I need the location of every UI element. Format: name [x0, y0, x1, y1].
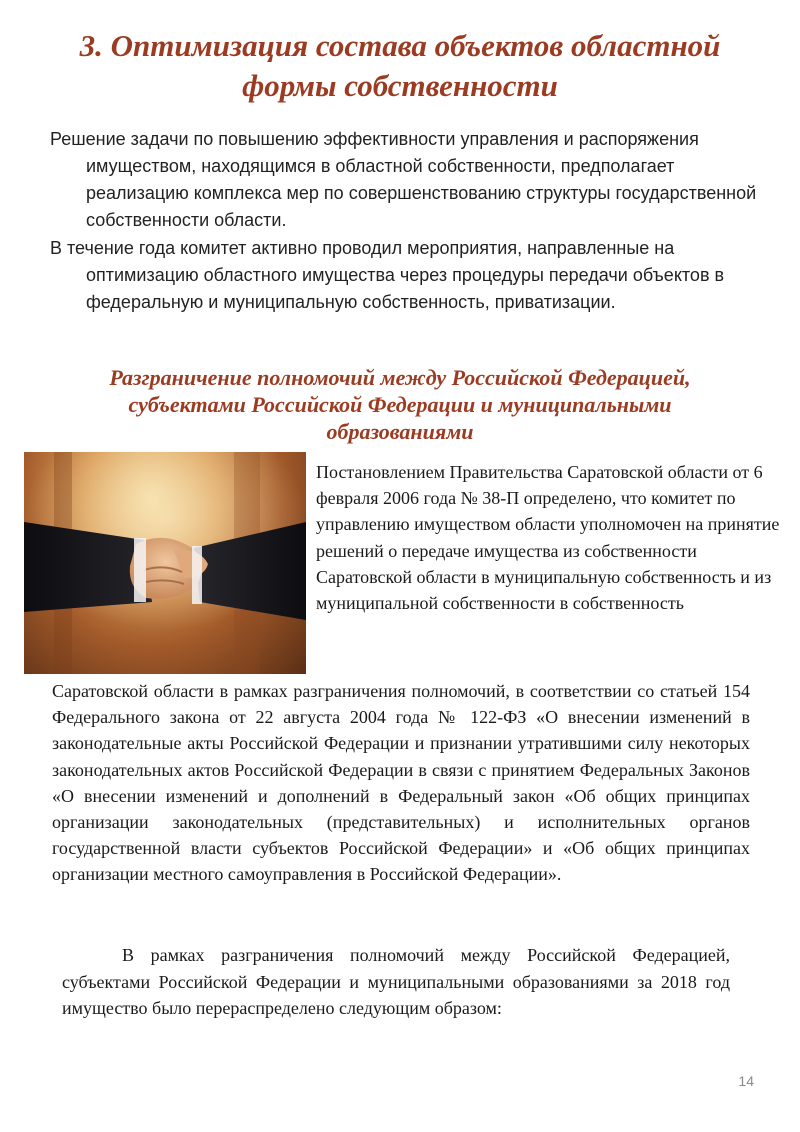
resolution-paragraph: Постановлением Правительства Саратовской области от 6 февраля 2006 года № 38-П определено, что комитет по управлению имуществом области уполномочен на принятие решений о передаче имущества из собственности Саратовской области в муниципальную собственность и из муниципальной собственности в собственность — [316, 462, 780, 614]
intro-paragraph-1 — [50, 126, 770, 234]
page-title: 3. Оптимизация состава объектов областной формы собственности — [79, 28, 721, 103]
legal-basis-paragraph: Саратовской области в рамках разграничения полномочий, в соответствии со статьей 154 Федерального закона от 22 августа 2004 года № 122-ФЗ «О внесении изменений в законодательные акты Российской Федерации и признании утратившими силу некоторых законодательных актов Российской Федерации в связи с принятием Федеральных Законов «О внесении изменений и дополнений в Федеральный закон «Об общих принципах организации законодательных (представительных) и исполнительных органов государственной власти субъектов Российской Федерации» и «Об общих принципах организации местного самоуправления в Российской Федерации». — [52, 681, 750, 885]
handshake-icon — [24, 452, 306, 674]
page-number: 14 — [738, 1073, 754, 1089]
intro-paragraph-2 — [50, 235, 770, 316]
intro-paragraph-2-text: В течение года комитет активно проводил мероприятия, направленные на оптимизацию областного имущества через процедуры передачи объектов в федеральную и муниципальную собственность, приватизации. — [50, 238, 725, 312]
redistribution-paragraph: В рамках разграничения полномочий между Российской Федерацией, субъектами Российской Федерации и муниципальными образованиями за 2018 год имущество было перераспределено следующим образом: — [62, 945, 730, 1018]
handshake-photo — [24, 452, 306, 674]
section-subtitle: Разграничение полномочий между Российской Федерацией, субъектами Российской Федерации и муниципальными образованиями — [109, 365, 691, 444]
intro-paragraph-1-text: Решение задачи по повышению эффективности управления и распоряжения имуществом, находящимся в областной собственности, предполагает реализацию комплекса мер по совершенствованию структуры государственной собственности области. — [50, 129, 757, 230]
